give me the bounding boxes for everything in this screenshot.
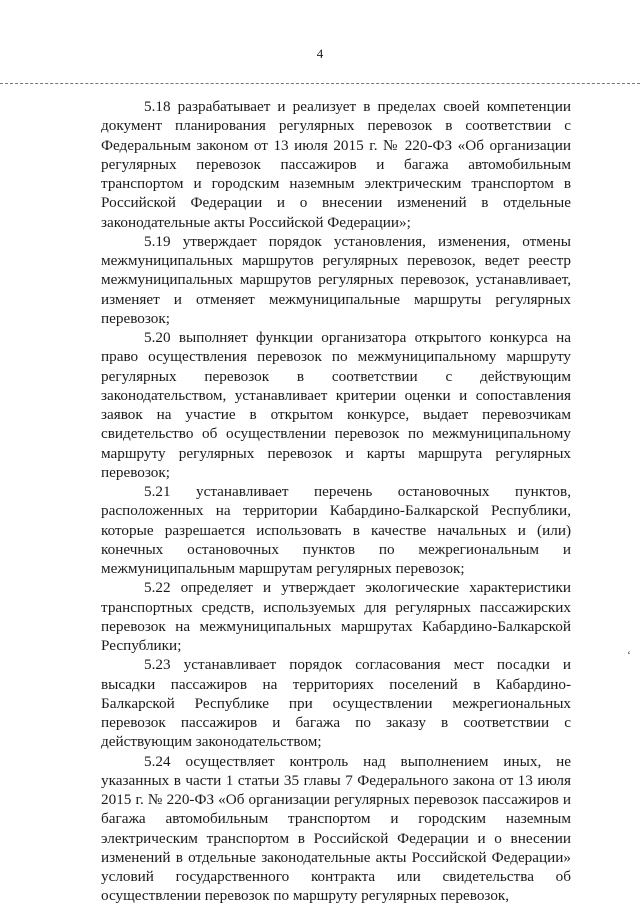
page-number: 4: [316, 46, 324, 61]
paragraph-5-24: 5.24 осуществляет контроль над выполнением иных, не указанных в части 1 статьи 35 главы 7 Федерального закона от 13 июля 2015 г. № 220-ФЗ «Об организации регулярных перевозок пассажиров и багажа автомобильным транспортом и городским наземным электрическим транспортом в Российской Федерации и о внесении изменений в отдельные законодательные акты Российской Федерации» условий государственного контракта или свидетельства об осуществлении перевозок по маршруту регулярных перевозок,: [101, 752, 571, 905]
paragraph-5-23: 5.23 устанавливает порядок согласования мест посадки и высадки пассажиров на территориях поселений в Кабардино-Балкарской Республике при осуществлении межрегиональных перевозок пассажиров и багажа по заказу в соответствии с действующим законодательством;: [101, 656, 571, 751]
paragraph-5-18: 5.18 разрабатывает и реализует в пределах своей компетенции документ планирования регулярных перевозок в соответствии с Федеральным законом от 13 июля 2015 г. № 220-ФЗ «Об организации регулярных перевозок пассажиров и багажа автомобильным транспортом и городским наземным электрическим транспортом в Российской Федерации и о внесении изменений в отдельные законодательные акты Российской Федерации»;: [101, 98, 571, 231]
scan-mark: ʻ: [627, 648, 631, 662]
header-divider: [0, 83, 640, 84]
paragraph-5-21: 5.21 устанавливает перечень остановочных пунктов, расположенных на территории Кабардино-Балкарской Республики, которые разрешается использовать в качестве начальных и (или) конечных остановочных пунктов по межрегиональным и межмуниципальным маршрутам регулярных перевозок;: [101, 483, 571, 577]
paragraph-5-20: 5.20 выполняет функции организатора открытого конкурса на право осуществления перевозок по межмуниципальному маршруту регулярных перевозок в соответствии с действующим законодательством, устанавливает критерии оценки и сопоставления заявок на участие в открытом конкурсе, выдает перевозчикам свидетельство об осуществлении перевозок по межмуниципальному маршруту регулярных перевозок и карты маршрута регулярных перевозок;: [101, 329, 571, 481]
paragraph-5-19: 5.19 утверждает порядок установления, изменения, отмены межмуниципальных маршрутов регулярных перевозок, ведет реестр межмуниципальных маршрутов регулярных перевозок, устанавливает, изменяет и отменяет межмуниципальные маршруты регулярных перевозок;: [101, 232, 571, 327]
document-body: [101, 97, 571, 906]
paragraph-5-22: 5.22 определяет и утверждает экологические характеристики транспортных средств, используемых для регулярных пассажирских перевозок на межмуниципальных маршрутах Кабардино-Балкарской Республики;: [101, 579, 571, 654]
